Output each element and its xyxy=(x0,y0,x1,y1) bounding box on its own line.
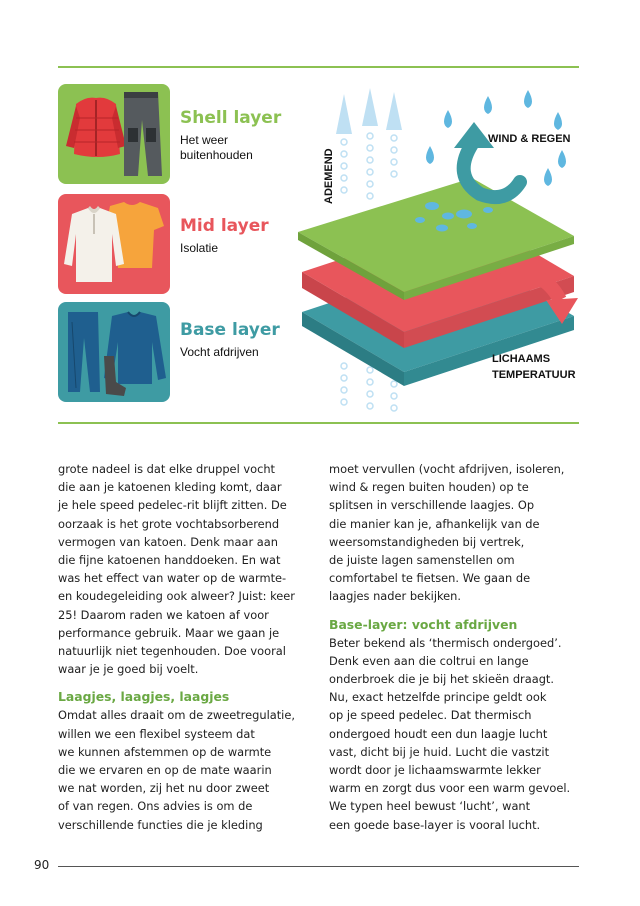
page-number: 90 xyxy=(34,858,50,872)
text-line: die manier kan je, afhankelijk van de xyxy=(329,516,540,531)
text-line: was het effect van water op de warmte- xyxy=(58,571,287,586)
text-line: splitsen in verschillende laagjes. Op xyxy=(329,498,535,513)
shell-layer-image xyxy=(58,84,170,184)
text-line: die fijne katoenen handdoeken. En wat xyxy=(58,552,281,567)
mid-layer-image xyxy=(58,194,170,294)
base-layer-image xyxy=(58,302,170,402)
text-line: wordt door je lichaamswarmte lekker xyxy=(329,763,541,777)
text-line: ondergoed houdt een dun laagje lucht xyxy=(329,726,548,741)
shell-subtitle-line: Het weer xyxy=(180,133,229,147)
text-line: waar je je goed bij voelt. xyxy=(58,662,199,677)
text-line: we nat worden, zij het nu door zweet xyxy=(58,781,270,796)
text-line: willen we een flexibel systeem dat xyxy=(58,726,255,741)
text-line: op je speed pedelec. Dat thermisch xyxy=(329,708,532,723)
shell-subtitle-line: buitenhouden xyxy=(180,148,253,162)
text-line: verschillende functies die je kleding xyxy=(58,817,263,832)
text-line: vast, dicht bij je huid. Lucht die vastzit xyxy=(329,744,550,759)
text-line: laagjes nader bekijken. xyxy=(329,589,462,604)
breathing-label: ADEMEND xyxy=(323,148,335,204)
text-line: natuurlijk niet tegenhouden. Doe vooral xyxy=(58,643,286,658)
base-layer-title: Base layer xyxy=(180,320,280,340)
text-line: je hele speed pedelec-rit blijft zitten. De xyxy=(58,498,287,513)
text-line: Denk even aan die coltrui en lange xyxy=(329,653,529,668)
top-rule xyxy=(58,66,579,68)
text-line: Omdat alles draait om de zweetregulatie, xyxy=(58,708,295,723)
text-line: performance gebruik. Maar we gaan je xyxy=(58,625,280,640)
text-line: We typen heel bewust ‘lucht’, want xyxy=(329,799,531,814)
infographic-bottom-rule xyxy=(58,422,579,424)
text-line: weersomstandigheden bij vertrek, xyxy=(329,534,525,549)
breathing-arrows xyxy=(336,88,402,134)
footer-rule xyxy=(58,866,579,867)
shell-layer-subtitle xyxy=(180,133,300,163)
text-line: onderbroek die je bij het skieën draagt. xyxy=(329,672,555,687)
body-temp-label-line2: TEMPERATUUR xyxy=(492,369,576,381)
section-heading-base-layer: Base-layer: vocht afdrijven xyxy=(329,616,518,632)
base-layer-subtitle xyxy=(180,345,300,360)
text-line: moet vervullen (vocht afdrijven, isoleren, xyxy=(329,462,565,476)
text-line: vermogen van katoen. Denk maar aan xyxy=(58,534,278,549)
text-line: we kunnen afstemmen op de warmte xyxy=(58,744,272,759)
text-line: 25! Daarom raden we katoen af voor xyxy=(58,607,269,622)
paragraph-gap xyxy=(329,606,579,616)
layer-diagram xyxy=(292,86,582,416)
right-column xyxy=(329,460,579,834)
mid-layer-title: Mid layer xyxy=(180,216,269,236)
text-line: die aan je katoenen kleding komt, daar xyxy=(58,480,282,495)
left-column xyxy=(58,460,308,834)
section-heading-layers: Laagjes, laagjes, laagjes xyxy=(58,689,230,705)
text-line: wind & regen buiten houden) op te xyxy=(329,480,529,495)
text-line: grote nadeel is dat elke druppel vocht xyxy=(58,462,276,476)
text-line: en koudegeleiding ook alweer? Juist: keer xyxy=(58,589,295,604)
mid-subtitle-line: Isolatie xyxy=(180,241,219,255)
text-line: oorzaak is het grote vochtabsorberend xyxy=(58,516,280,531)
shell-layer-title: Shell layer xyxy=(180,108,282,128)
text-line: die we ervaren en op de mate waarin xyxy=(58,763,272,777)
paragraph-gap xyxy=(58,678,308,688)
text-line: een goede base-layer is vooral lucht. xyxy=(329,817,541,832)
text-line: Beter bekend als ‘thermisch ondergoed’. xyxy=(329,635,562,650)
text-line: of van regen. Ons advies is om de xyxy=(58,799,253,814)
text-line: warm en zorgt dus voor een warm gevoel. xyxy=(329,781,571,796)
text-line: de juiste lagen samenstellen om xyxy=(329,552,515,567)
mid-layer-subtitle xyxy=(180,241,300,256)
base-subtitle-line: Vocht afdrijven xyxy=(180,345,259,359)
text-line: comfortabel te fietsen. We gaan de xyxy=(329,571,531,586)
text-line: Nu, exact hetzelfde principe geldt ook xyxy=(329,690,547,705)
wind-rain-label: WIND & REGEN xyxy=(488,133,571,145)
body-temp-label-line1: LICHAAMS xyxy=(492,353,551,365)
